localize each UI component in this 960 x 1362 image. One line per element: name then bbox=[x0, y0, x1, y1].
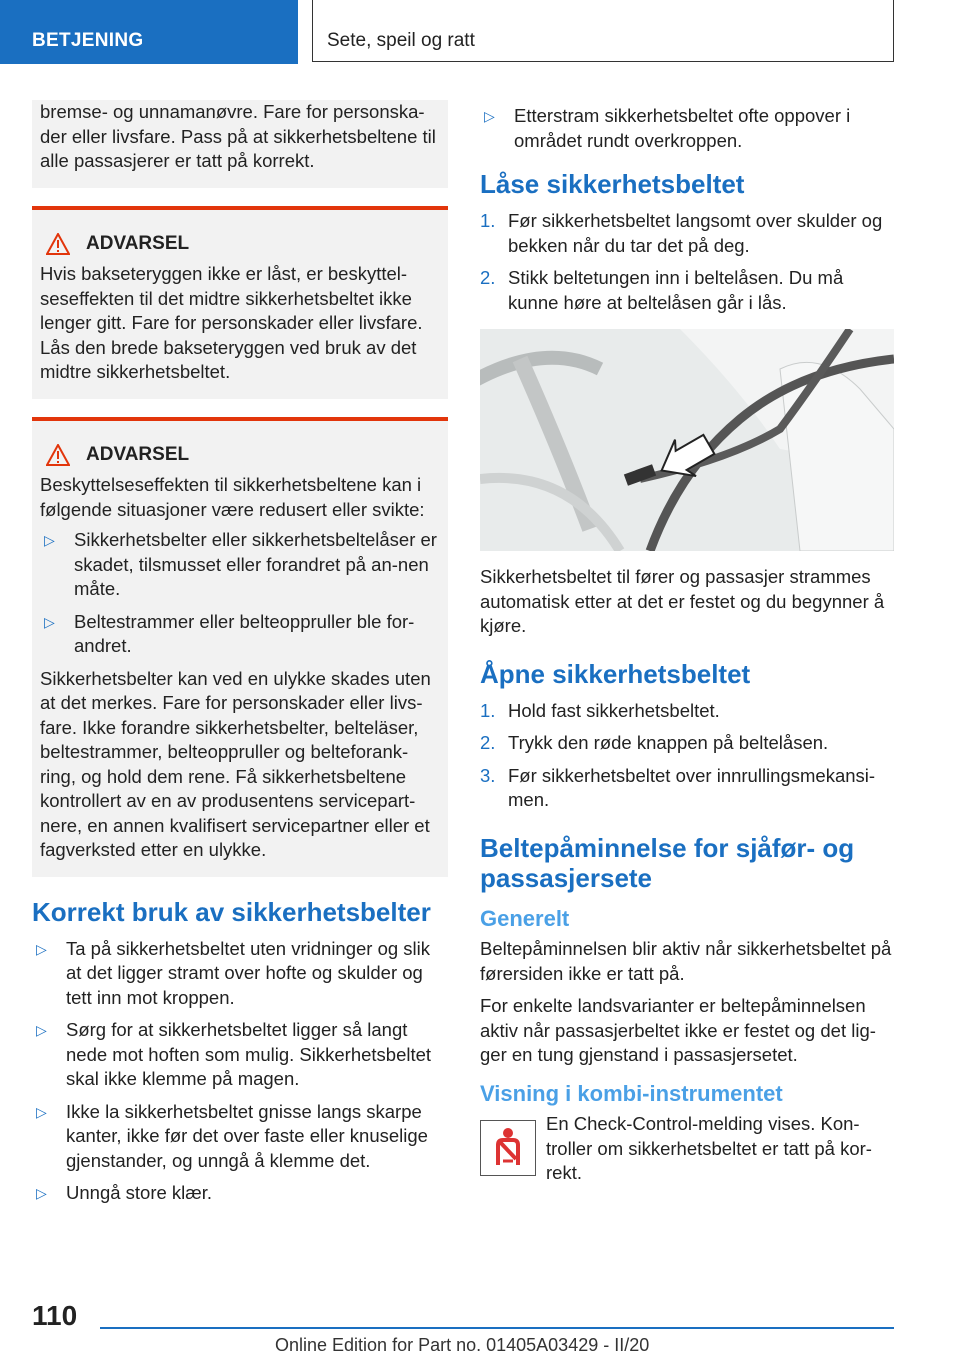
list-item: ▷ Beltestrammer eller belteoppruller ble for-andret. bbox=[44, 610, 415, 656]
triangle-bullet-icon: ▷ bbox=[44, 532, 55, 548]
illustration-caption: Sikkerhetsbeltet til fører og passasjer strammes automatisk etter at det er festet og du begynner å kjøre. bbox=[480, 566, 885, 636]
general-paragraph-1: Beltepåminnelsen blir aktiv når sikkerhetsbeltet på førersiden ikke er tatt på. bbox=[480, 938, 892, 984]
triangle-bullet-icon: ▷ bbox=[484, 108, 495, 124]
header-section bbox=[0, 0, 298, 64]
triangle-bullet-icon: ▷ bbox=[36, 940, 47, 957]
triangle-bullet-icon: ▷ bbox=[44, 613, 55, 630]
seatbelt-illustration bbox=[480, 329, 894, 551]
list-item: ▷ Etterstram sikkerhetsbeltet ofte oppover i området rundt overkroppen. bbox=[484, 105, 851, 151]
warning-triangle-icon bbox=[46, 444, 70, 466]
section-label: BETJENING bbox=[32, 30, 144, 51]
footer-divider bbox=[100, 1327, 894, 1329]
open-steps bbox=[480, 699, 898, 813]
edition-text: Online Edition for Part no. 01405A03429 - II/20 bbox=[275, 1335, 650, 1355]
list-item: ▷ Ta på sikkerhetsbeltet uten vridninger og slik at det ligger stramt over hofte og skulder og tett inn mot kroppen. bbox=[36, 937, 431, 1008]
top-list bbox=[480, 104, 898, 153]
warning-2-title: ADVARSEL bbox=[86, 443, 190, 465]
step-item: 2. Trykk den røde knappen på beltelåsen. bbox=[480, 732, 829, 753]
intro-text: bremse- og unnamanøvre. Fare for personska-der eller livsfare. Pass på at sikkerhetsbeltene til alle passasjerer er tatt på korrekt. bbox=[40, 101, 436, 171]
step-item: 3. Før sikkerhetsbeltet over innrullingsmekansi-men. bbox=[480, 764, 876, 810]
left-column bbox=[32, 100, 448, 1214]
section-title-reminder: Beltepåminnelse for sjåfør- og passasjersete bbox=[480, 832, 855, 893]
subsection-title-general: Generelt bbox=[480, 905, 570, 931]
seatbelt-warning-icon bbox=[480, 1120, 536, 1176]
warning-1-text: Hvis bakseteryggen ikke er låst, er beskyttel-seseffekten til det midtre sikkerhetsbeltet ikke lenger gitt. Fare for personskader eller livsfare. Lås den brede bakseteryggen ved bruk av det midtre sikkerhetsbeltet. bbox=[40, 263, 423, 382]
list-item: ▷ Ikke la sikkerhetsbeltet gnisse langs skarpe kanter, ikke før det over faste eller knuselige gjenstander, og unngå å klemme det. bbox=[36, 1100, 428, 1171]
section-title-lock: Låse sikkerhetsbeltet bbox=[480, 169, 745, 199]
step-item: 1. Hold fast sikkerhetsbeltet. bbox=[480, 699, 720, 721]
section-title-open: Åpne sikkerhetsbeltet bbox=[480, 658, 751, 689]
display-row bbox=[480, 1112, 898, 1186]
step-item: 1. Før sikkerhetsbeltet langsomt over skulder og bekken når du tar det på deg. bbox=[480, 210, 883, 256]
warning-box-1 bbox=[32, 206, 448, 399]
warning-1-title: ADVARSEL bbox=[86, 232, 190, 254]
header-title-box bbox=[312, 0, 894, 62]
general-paragraph-2: For enkelte landsvarianter er beltepåminnelsen aktiv når passasjerbeltet ikke er festet og det lig-ger en tung gjenstand i passasjersetet. bbox=[480, 995, 876, 1065]
list-item: ▷ Unngå store klær. bbox=[32, 1181, 448, 1206]
list-item: ▷ Sikkerhetsbelter eller sikkerhetsbeltelåser er skadet, tilsmusset eller forandret på an-nen måte. bbox=[44, 529, 437, 599]
display-text: En Check-Control-melding vises. Kon-troller om sikkerhetsbeltet er tatt på kor-rekt. bbox=[546, 1113, 872, 1183]
list-item: ▷ Sørg for at sikkerhetsbeltet ligger så langt nede mot hoften som mulig. Sikkerhetsbeltet skal ikke klemme på magen. bbox=[36, 1019, 432, 1089]
section-title-correct-use: Korrekt bruk av sikkerhetsbelter bbox=[32, 896, 431, 927]
subsection-title-display: Visning i kombi-instrumentet bbox=[480, 1080, 783, 1106]
right-column bbox=[480, 100, 898, 1186]
warning-2-text: Sikkerhetsbelter kan ved en ulykke skades uten at det merkes. Fare for personskader eller livs-fare. Ikke forandre sikkerhetsbelter, belteläser, beltestrammer, belteoppruller og belteforank-ring, og hold dem rene. Få sikkerhetsbeltene kontrollert av en av produsentens servicepart-nere, en annen kvalifisert servicepartner eller et fagverksted etter en ulykke. bbox=[40, 667, 431, 860]
triangle-bullet-icon: ▷ bbox=[36, 1185, 47, 1201]
lock-steps bbox=[480, 209, 898, 315]
intro-box bbox=[32, 100, 448, 188]
correct-use-list bbox=[32, 937, 448, 1206]
warning-2-list bbox=[40, 528, 440, 659]
step-item: 2. Stikk beltetungen inn i beltelåsen. Du må kunne høre at beltelåsen går i lås. bbox=[480, 267, 844, 313]
warning-2-intro: Beskyttelseseffekten til sikkerhetsbeltene kan i følgende situasjoner være redusert eller svikte: bbox=[40, 474, 425, 520]
page-number: 110 bbox=[32, 1300, 78, 1331]
triangle-bullet-icon: ▷ bbox=[36, 1103, 47, 1120]
warning-box-2 bbox=[32, 417, 448, 877]
triangle-bullet-icon: ▷ bbox=[36, 1022, 47, 1038]
warning-triangle-icon bbox=[46, 233, 70, 255]
page-title: Sete, speil og ratt bbox=[327, 30, 475, 51]
